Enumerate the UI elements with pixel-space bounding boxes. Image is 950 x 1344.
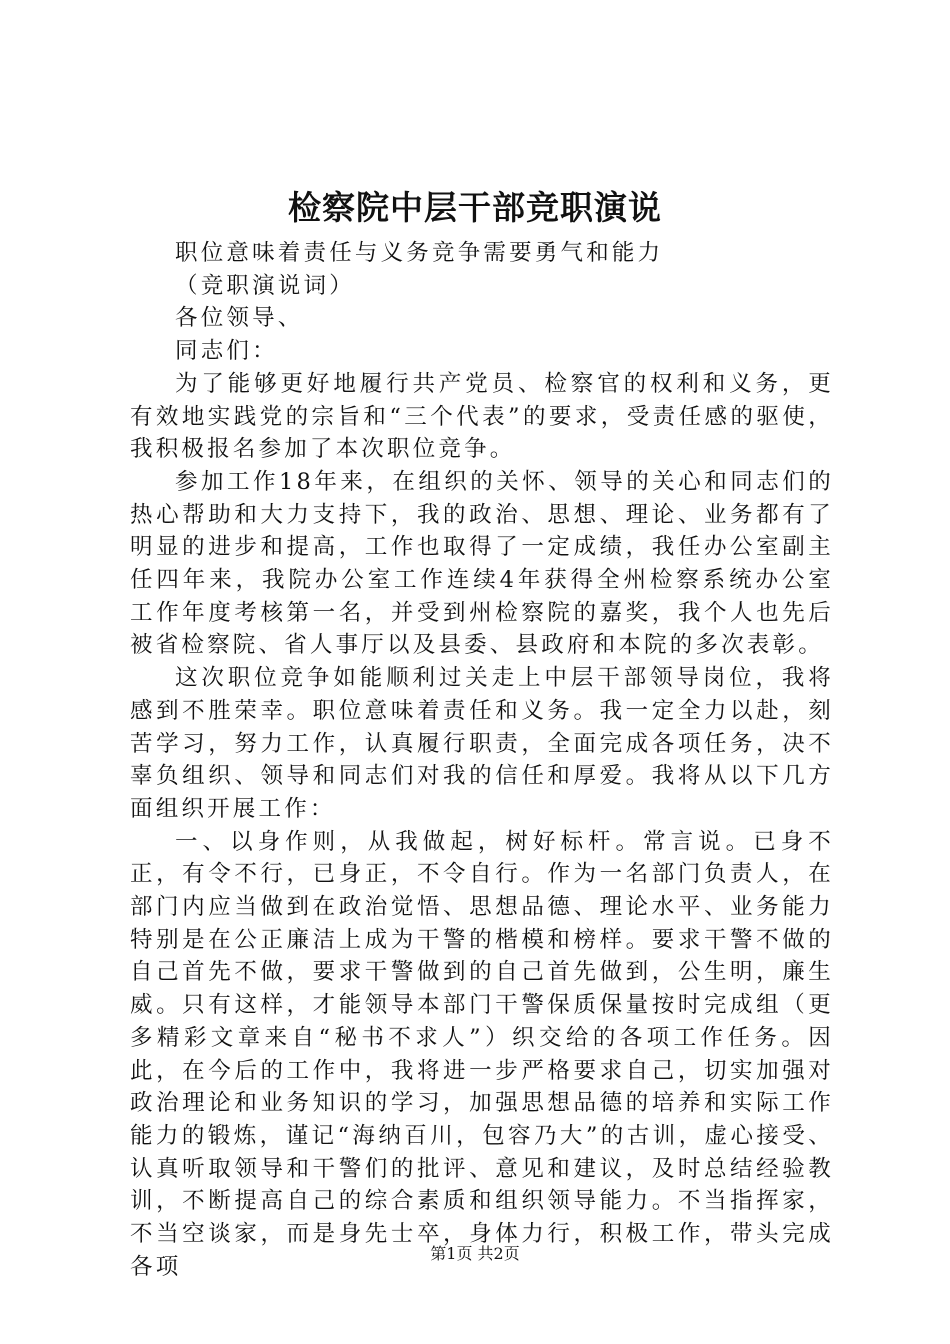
body-paragraph: 参加工作18年来，在组织的关怀、领导的关心和同志们的热心帮助和大力支持下，我的政治、思想、理论、业务都有了明显的进步和提高，工作也取得了一定成绩，我任办公室副主任四年来，我院办公室工作连续4年获得全州检察系统办公室工作年度考核第一名，并受到州检察院的嘉奖，我个人也先后被省检察院、省人事厅以及县委、县政府和本院的多次表彰。	[130, 468, 834, 659]
subtitle-line: 职位意味着责任与义务竞争需要勇气和能力	[175, 240, 664, 266]
salutation-line: 同志们：	[175, 338, 278, 365]
body-paragraph: 为了能够更好地履行共产党员、检察官的权利和义务，更有效地实践党的宗旨和“三个代表”的要求，受责任感的驱使，我积极报名参加了本次职位竞争。	[130, 370, 834, 463]
document-title: 检察院中层干部竞职演说	[288, 188, 662, 227]
document-body	[130, 237, 834, 1284]
page-footer: 第1页 共2页	[430, 1244, 520, 1263]
body-paragraph: 这次职位竞争如能顺利过关走上中层干部领导岗位，我将感到不胜荣幸。职位意味着责任和义务。我一定全力以赴，刻苦学习，努力工作，认真履行职责，全面完成各项任务，决不辜负组织、领导和同志们对我的信任和厚爱。我将从以下几方面组织开展工作：	[130, 665, 834, 822]
body-paragraph: 一、以身作则，从我做起，树好标杆。常言说。已身不正，有令不行，已身正，不令自行。作为一名部门负责人，在部门内应当做到在政治觉悟、思想品德、理论水平、业务能力特别是在公正廉洁上成为干警的楷模和榜样。要求干警不做的自己首先不做，要求干警做到的自己首先做到，公生明，廉生威。只有这样，才能领导本部门干警保质保量按时完成组（更多精彩文章来自“秘书不求人”）织交给的各项工作任务。因此，在今后的工作中，我将进一步严格要求自己，切实加强对政治理论和业务知识的学习，加强思想品德的培养和实际工作能力的锻炼，谨记“海纳百川，包容乃大”的古训，虚心接受、认真听取领导和干警们的批评、意见和建议，及时总结经验教训，不断提高自己的综合素质和组织领导能力。不当指挥家，不当空谈家，而是身先士卒，身体力行，积极工作，带头完成各项	[130, 828, 834, 1280]
subtitle-note: （竞职演说词）	[175, 272, 355, 299]
salutation-line: 各位领导、	[175, 305, 304, 332]
